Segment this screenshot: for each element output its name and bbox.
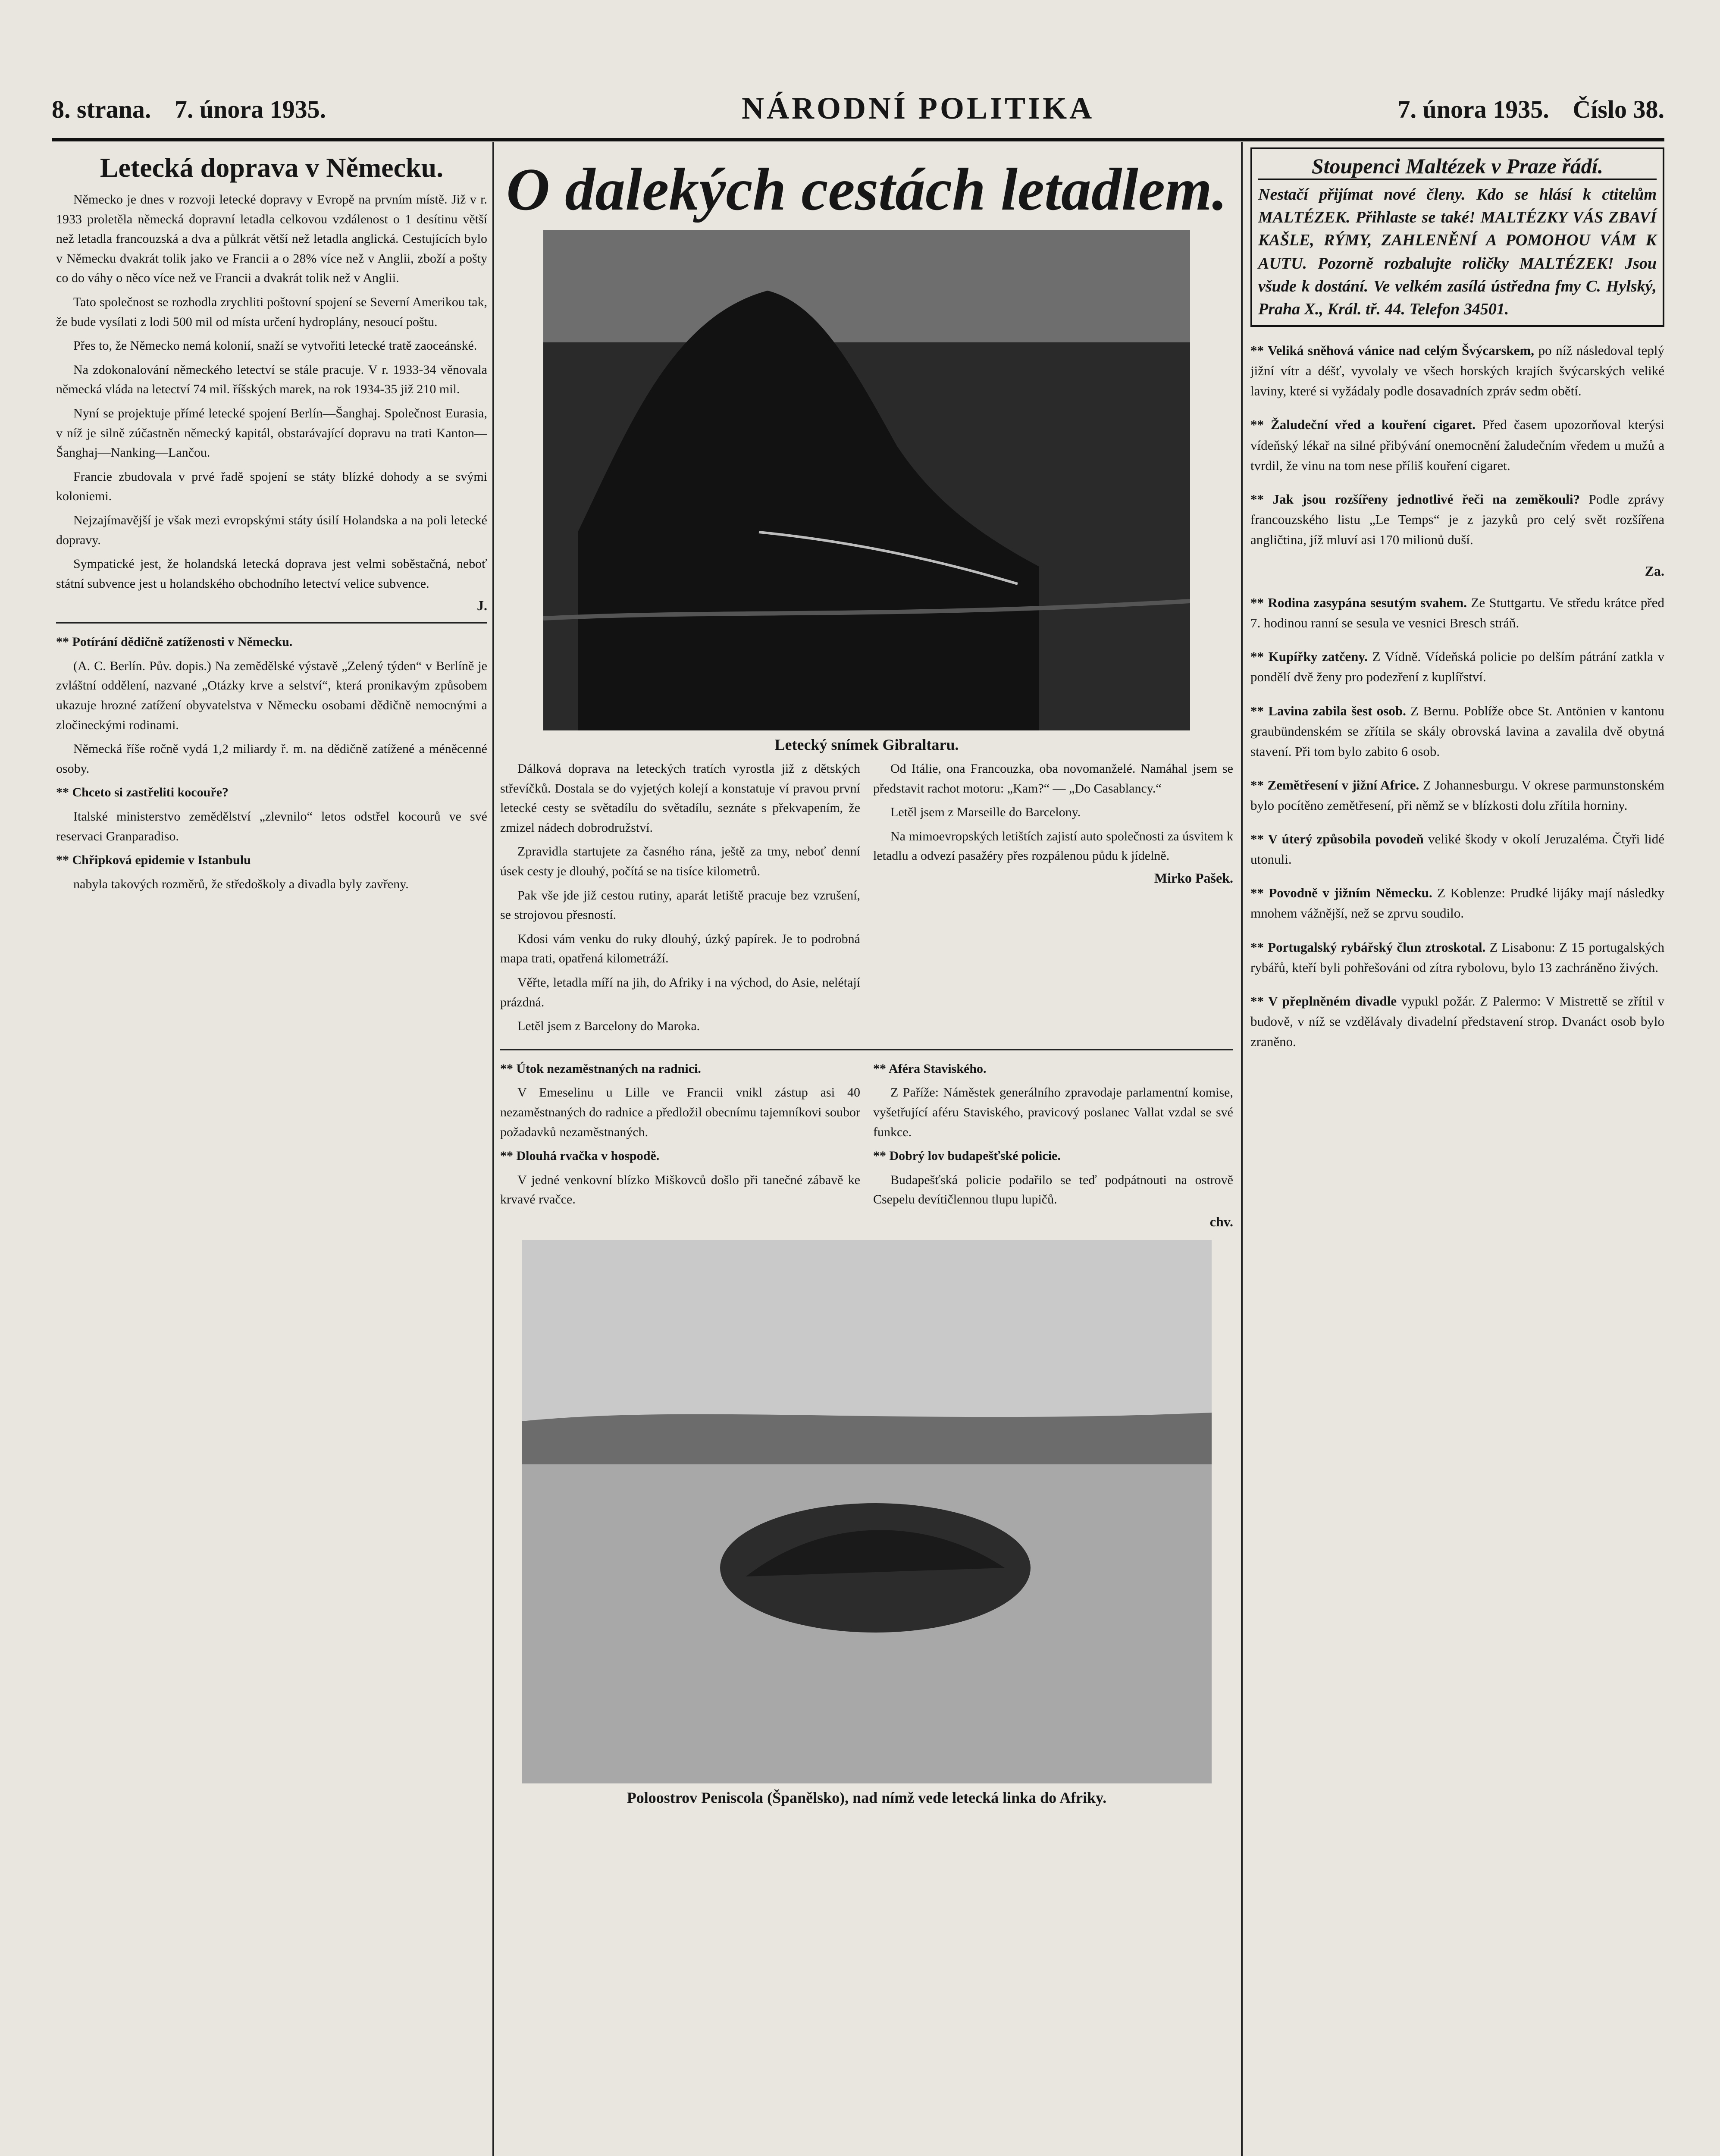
news-paragraph: veliké škody v okolí Jeruzaléma. Čtyři lidé utonuli. [1250,831,1664,867]
news-signature: chv. [1209,1213,1233,1229]
column-center [500,142,1233,2156]
news-title: ** Rodina zasypána sesutým svahem. [1250,595,1467,611]
separator [56,622,487,624]
article-body [500,759,1233,1040]
news-title: ** Potírání dědičně zatíženosti v Německu. [56,635,293,649]
news-paragraph: V jedné venkovní blízko Miškovců došlo při tanečné zábavě ke krvavé rvačce. [500,1172,860,1207]
photo-caption: Poloostrov Peniscola (Španělsko), nad nímž vede letecká linka do Afriky. [627,1789,1107,1806]
article-paragraph: Nejzajímavější je však mezi evropskými státy úsilí Holandska a na poli letecké dopravy. [56,513,487,547]
news-block [500,1059,1233,1230]
photo-gibraltar [543,230,1190,730]
masthead [52,86,1664,138]
news-title: ** V přeplněném divadle [1250,993,1397,1009]
article-paragraph: Německá říše ročně vydá 1,2 miliardy ř. m. na dědičně zatížené a méněcenné osoby. [56,742,487,776]
separator [500,1049,1233,1050]
header-rule [52,138,1664,141]
news-title: ** Kupířky zatčeny. [1250,649,1368,664]
column-divider-2 [1241,142,1243,2156]
page-number: 8. strana. [52,95,151,123]
news-title: ** Povodně v jižním Německu. [1250,885,1432,901]
article-paragraph: Zpravidla startujete za časného rána, ještě za tmy, neboť denní úsek cesty je dlouhý, počítá se na tisíce kilometrů. [500,844,860,878]
article-paragraph: Přes to, že Německo nemá kolonií, snaží se vytvořiti letecké tratě zaoceánské. [73,338,477,353]
article-paragraph: Sympatické jest, že holandská letecká doprava jest velmi soběstačná, neboť státní subvence jest u holandského obchodního letectví velice subvence. [56,557,487,591]
gibraltar-image [543,230,1190,730]
article-paragraph: Tato společnost se rozhodla zrychliti poštovní spojení se Severní Amerikou tak, že bude vysílati z lodi 500 mil od místa určení hydroplány, nesoucí poštu. [56,295,487,329]
news-paragraph: Z Vídně. Vídeňská policie po delším pátrání zatkla v pondělí dvě ženy pro podezření z kuplířství. [1250,649,1664,685]
article-paragraph: Dálková doprava na leteckých tratích vyrostla již z dětských střevíčků. Dostala se do vyjetých kolejí a konstatuje ví pravou první letecké cesty se světadílu do světadílu, seznáte s překvapením, že zmizel nádech dobrodružství. [500,761,860,835]
photo-peniscola [522,1240,1212,1783]
main-headline: O dalekých cestách letadlem. [506,156,1227,223]
news-title: ** Útok nezaměstnaných na radnici. [500,1061,701,1076]
news-paragraph: Z Paříže: Náměstek generálního zpravodaje parlamentní komise, vyšetřující aféru Staviského, pravicový poslanec Vallat vzdal se své funkce. [873,1085,1233,1139]
article-signature: J. [477,598,487,614]
article-paragraph: Na zdokonalování německého letectví se stále pracuje. V r. 1933-34 věnovala německá vláda na letectví 74 mil. říšských marek, na rok 1934-35 již 210 mil. [56,362,487,397]
news-title: ** Aféra Staviského. [873,1061,987,1076]
news-paragraph: po níž následoval teplý jižní vítr a déšť, vyvolaly ve všech horských krajích švýcarských veliké laviny, které si vyžádaly podle dosavadních zpráv sedm obětí. [1250,343,1664,399]
article-paragraph: Nyní se projektuje přímé letecké spojení Berlín—Šanghaj. Společnost Eurasia, v níž je silně zúčastněn německý kapitál, obstarávající dopravu na trati Kanton—Šanghaj—Nanking—Lančou. [56,406,487,460]
news-title: ** Zemětřesení v jižní Africe. [1250,777,1419,793]
header-right [1398,95,1664,124]
news-title: ** Portugalský rybářský člun ztroskotal. [1250,939,1486,955]
date-right: 7. února 1935. [1397,95,1549,123]
news-title: ** Dlouhá rvačka v hospodě. [500,1149,660,1163]
article-paragraph: Kdosi vám venku do ruky dlouhý, úzký papírek. Je to podrobná mapa trati, opatřená kilometráží. [500,931,860,966]
column-right [1250,142,1664,2156]
peniscola-image [522,1240,1212,1783]
date-left: 7. února 1935. [174,95,326,123]
news-paragraph: Z Bernu. Poblíže obce St. Antönien v kantonu graubündenském se zřítila se skály obrovská lavina a zavalila dvě obytná stavení. Při tom bylo zabito 6 osob. [1250,703,1664,759]
paper-title: NÁRODNÍ POLITIKA [742,91,1095,125]
news-title: ** Chceto si zastřeliti kocouře? [56,785,229,800]
column-left [56,142,487,2156]
photo-caption: Letecký snímek Gibraltaru. [774,736,959,753]
article-paragraph: Francie zbudovala v prvé řadě spojení se státy blízké dohody a se svými koloniemi. [56,469,487,504]
article-paragraph: Pak vše jde již cestou rutiny, aparát letiště pracuje bez vzrušení, se strojovou přesností. [500,888,860,922]
ad-text: Nestačí přijímat nové členy. Kdo se hlásí k ctitelům MALTÉZEK. Přihlaste se také! MALTÉZKY VÁS ZBAVÍ KAŠLE, RÝMY, ZAHLENĚNÍ A POMOHOU VÁM K AUTU. Pozorně rozbalujte roličky MALTÉZEK! Jsou všude k dostání. Ve velkém zasílá ústředna fmy C. Hylský, Praha X., Král. tř. 44. Telefon 34501. [1258,185,1657,318]
article-title: Letecká doprava v Německu. [100,152,444,183]
header-left [52,95,326,124]
news-title: ** Dobrý lov budapešťské policie. [873,1149,1061,1163]
article-author: Mirko Pašek. [1154,870,1233,886]
news-paragraph: Ze Stuttgartu. Ve středu krátce před 7. hodinou ranní se sesula ve vesnici Bresch stráň. [1250,595,1664,631]
news-paragraph: Podle zprávy francouzského listu „Le Temps“ je z jazyků pro celý svět rozšířena angličtina, jíž mluví asi 170 milionů duší. [1250,491,1664,547]
news-title: ** V úterý způsobila povodeň [1250,831,1424,847]
advertisement-box [1250,147,1664,327]
news-title: ** Veliká sněhová vánice nad celým Švýcarskem, [1250,343,1535,358]
news-title: ** Jak jsou rozšířeny jednotlivé řeči na zeměkouli? [1250,491,1580,507]
news-title: ** Chřipková epidemie v Istanbulu [56,853,251,868]
ad-title: Stoupenci Maltézek v Praze řádí. [1258,154,1657,180]
news-paragraph: Z Koblenze: Prudké lijáky mají následky mnohem vážnější, než se zprvu soudilo. [1250,885,1664,921]
column-divider-1 [492,142,494,2156]
article-paragraph: Letěl jsem z Marseille do Barcelony. [890,805,1081,820]
news-paragraph: Z Johannesburgu. V okrese parmunstonském bylo pocítěno zemětřesení, při němž se v blízkosti dolu zřítila horniny. [1250,777,1664,813]
article-paragraph: Italské ministerstvo zemědělství „zlevnilo“ letos odstřel kocourů ve své reservaci Granparadiso. [56,809,487,843]
news-title: ** Žaludeční vřed a kouření cigaret. [1250,417,1476,432]
article-paragraph: Na mimoevropských letištích zajistí auto společnosti za úsvitem k letadlu a odvezí pasažéry přes rozpálenou půdu k jídelně. [873,829,1233,863]
article-paragraph: (A. C. Berlín. Pův. dopis.) Na zemědělské výstavě „Zelený týden“ v Berlíně je zvláštní oddělení, nazvané „Otázky krve a selství“, která pronikavým způsobem ukazuje hrozné zatížení obyvatelstva v Německu osobami dědičně nemocnými a zločineckými rodinami. [56,658,487,732]
news-paragraph: V Emeselinu u Lille ve Francii vnikl zástup asi 40 nezaměstnaných do radnice a předložil obecnímu tajemníkovi soubor požadavků nezaměstnaných. [500,1085,860,1139]
news-paragraph: vypukl požár. Z Palermo: V Mistrettě se zřítil v budově, v níž se vzdělávaly divadelní představení strop. Dvanáct osob bylo zraněno. [1250,993,1664,1049]
article-paragraph: Věřte, letadla míří na jih, do Afriky i na východ, do Asie, nelétají prázdná. [500,975,860,1009]
news-paragraph: Budapešťská policie podařilo se teď podpátnouti na ostrově Csepelu devítičlennou tlupu lupičů. [873,1172,1233,1207]
article-paragraph: nabyla takových rozměrů, že středoškoly a divadla byly zavřeny. [73,877,409,891]
article-paragraph: Německo je dnes v rozvoji letecké dopravy v Evropě na prvním místě. Již v r. 1933 proletěla německá dopravní letadla celkovou vzdálenost o 1 desítinu větší než letadla francouzská a dva a půlkrát větší než letadla anglická. Cestujících bylo v Německu dvakrát tolik jako ve Francii a o 28% více než v Anglii, zboží a pošty co do váhy o něco více než ve Francii a dvakrát tolik než v Anglii. [56,192,487,285]
news-title: ** Lavina zabila šest osob. [1250,703,1406,718]
news-signature: Za. [1645,563,1664,579]
article-paragraph: Od Itálie, ona Francouzka, oba novomanželé. Namáhal jsem se představit rachot motoru: „Kam?“ — „Do Casablancy.“ [873,761,1233,796]
article-paragraph: Letěl jsem z Barcelony do Maroka. [517,1019,700,1034]
news-paragraph: Z Lisabonu: Z 15 portugalských rybářů, kteří byli pohřešováni od zítra rybolovu, bylo 13 zachráněno živých. [1250,939,1664,975]
issue-number: Číslo 38. [1573,95,1664,123]
news-paragraph: Před časem upozorňoval kterýsi vídeňský lékař na silné přibývání onemocnění žaludečním vředem u mužů a tvrdil, že vinu na tom nese příliš kouření cigaret. [1250,417,1664,473]
